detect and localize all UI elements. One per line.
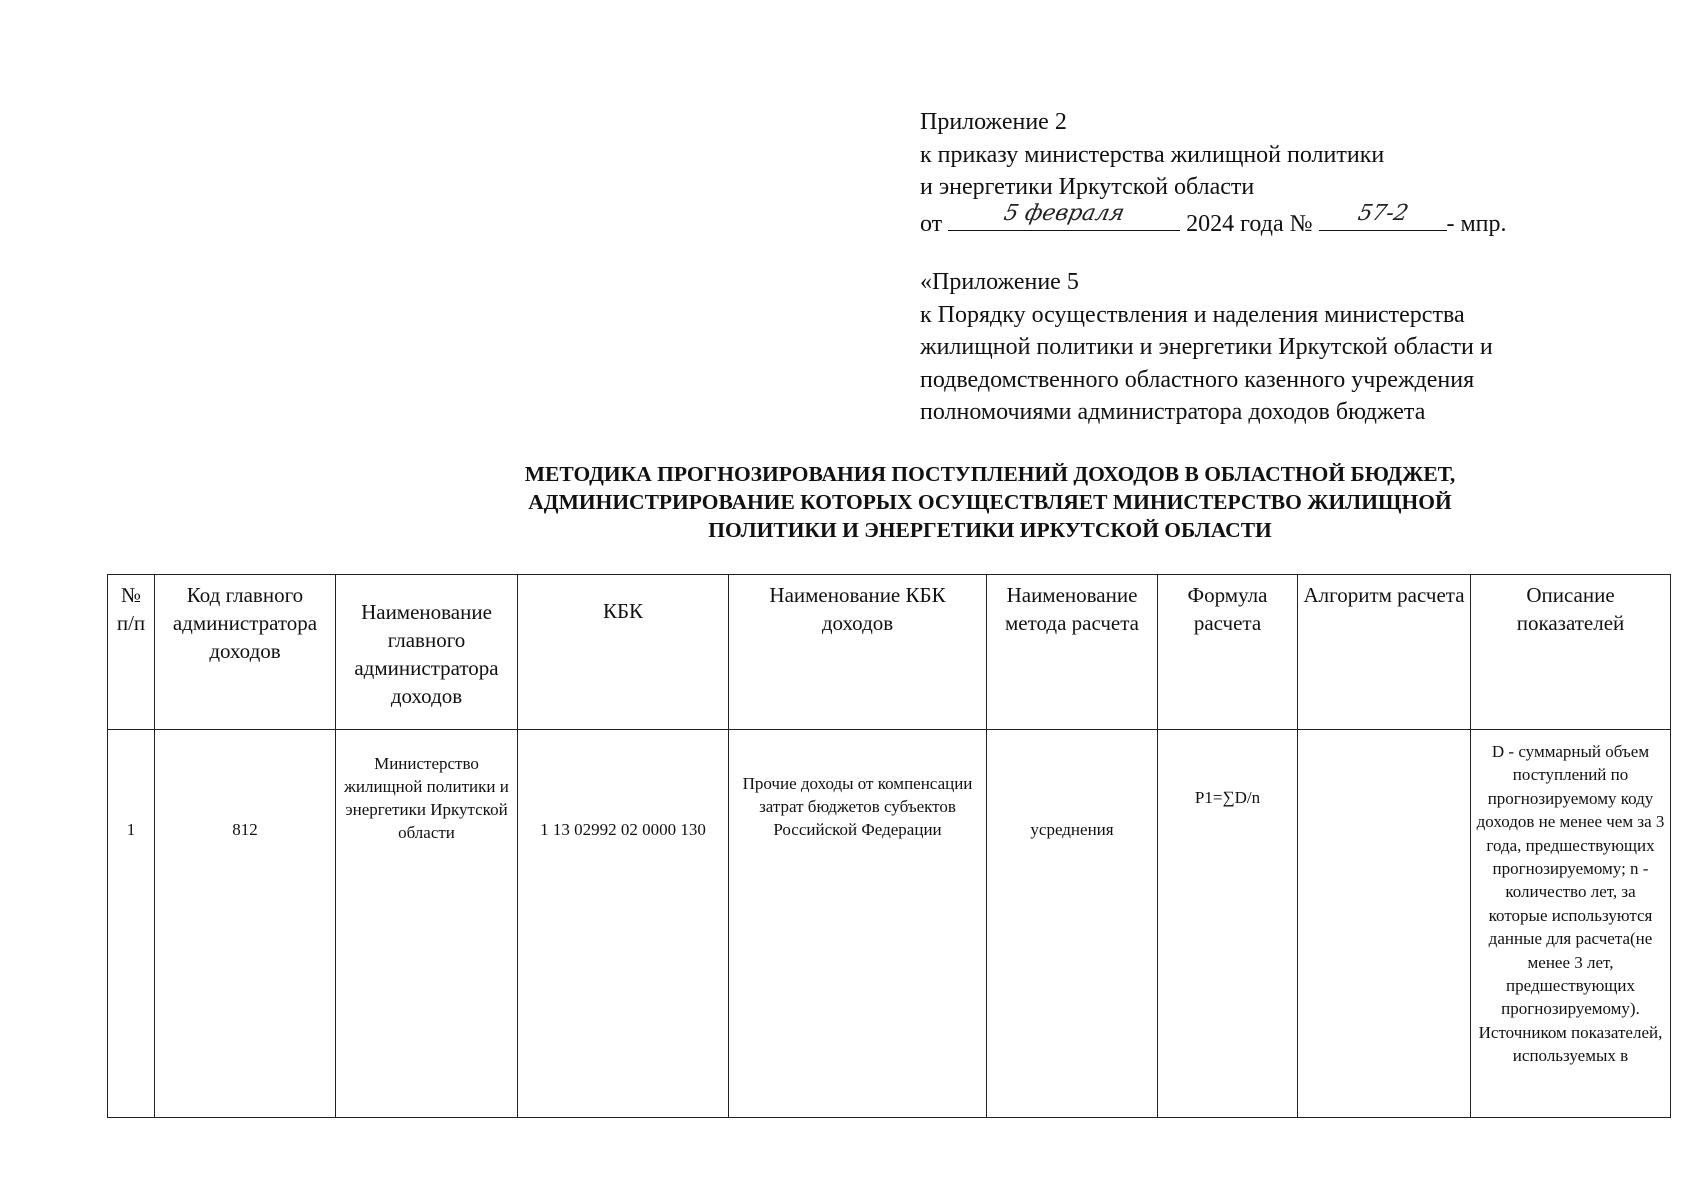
order-reference-line: к приказу министерства жилищной политики <box>920 141 1385 168</box>
cell-admin-name: Министерство жилищной политики и энергетики Иркутской области <box>336 730 518 1118</box>
table-row <box>108 730 1671 1118</box>
appendix-number: Приложение 2 <box>920 109 1067 135</box>
header-admin-name: Наименование главного администратора доходов <box>336 575 518 730</box>
header-method: Наименование метода расчета <box>987 575 1158 730</box>
title-line-2: АДМИНИСТРИРОВАНИЕ КОТОРЫХ ОСУЩЕСТВЛЯЕТ МИНИСТЕРСТВО ЖИЛИЩНОЙ <box>528 490 1452 514</box>
cell-admin-code: 812 <box>155 730 336 1118</box>
forecast-methods-table <box>107 574 1671 1118</box>
handwritten-number: 57-2 <box>1355 200 1411 226</box>
document-title <box>430 460 1550 544</box>
date-fill-line <box>948 200 1180 231</box>
ministry-reference-line: и энергетики Иркутской области <box>920 174 1255 200</box>
number-suffix: - мпр. <box>1446 210 1507 237</box>
cell-kbk-name: Прочие доходы от компенсации затрат бюджетов субъектов Российской Федерации <box>729 730 987 1118</box>
header-algorithm: Алгоритм расчета <box>1298 575 1471 730</box>
handwritten-date: 5 февраля <box>1001 200 1127 226</box>
header-description: Описание показателей <box>1471 575 1671 730</box>
title-line-1: МЕТОДИКА ПРОГНОЗИРОВАНИЯ ПОСТУПЛЕНИЙ ДОХОДОВ В ОБЛАСТНОЙ БЮДЖЕТ, <box>524 462 1456 486</box>
table-header-row <box>108 575 1671 730</box>
appendix-5-line-2: к Порядку осуществления и наделения министерства <box>920 301 1465 328</box>
order-reference <box>920 106 1640 429</box>
cell-kbk: 1 13 02992 02 0000 130 <box>518 730 729 1118</box>
appendix-5-line-3: жилищной политики и энергетики Иркутской области и <box>920 334 1493 360</box>
year-text: 2024 года № <box>1186 210 1313 237</box>
header-kbk: КБК <box>518 575 729 730</box>
appendix-5-line-5: полномочиями администратора доходов бюджета <box>920 399 1426 425</box>
header-admin-code: Код главного администратора доходов <box>155 575 336 730</box>
title-line-3: ПОЛИТИКИ И ЭНЕРГЕТИКИ ИРКУТСКОЙ ОБЛАСТИ <box>708 518 1272 542</box>
header-kbk-name: Наименование КБК доходов <box>729 575 987 730</box>
appendix-5-line-4: подведомственного областного казенного учреждения <box>920 366 1475 393</box>
cell-description: D - суммарный объем поступлений по прогнозируемому коду доходов не менее чем за 3 года, предшествующих прогнозируемому; n - количество лет, за которые используются данные для расчета(не менее 3 лет, предшествующих прогнозируемому). Источником показателей, используемых в <box>1471 730 1671 1118</box>
cell-method: усреднения <box>987 730 1158 1118</box>
number-fill-line <box>1319 200 1447 231</box>
cell-number: 1 <box>108 730 155 1118</box>
date-prefix: от <box>920 210 943 237</box>
cell-formula: P1=∑D/n <box>1158 730 1298 1118</box>
appendix-5-title: «Приложение 5 <box>920 269 1079 295</box>
order-date-line <box>920 200 1640 241</box>
header-number: № п/п <box>108 575 155 730</box>
cell-algorithm <box>1298 730 1471 1118</box>
header-formula: Формула расчета <box>1158 575 1298 730</box>
